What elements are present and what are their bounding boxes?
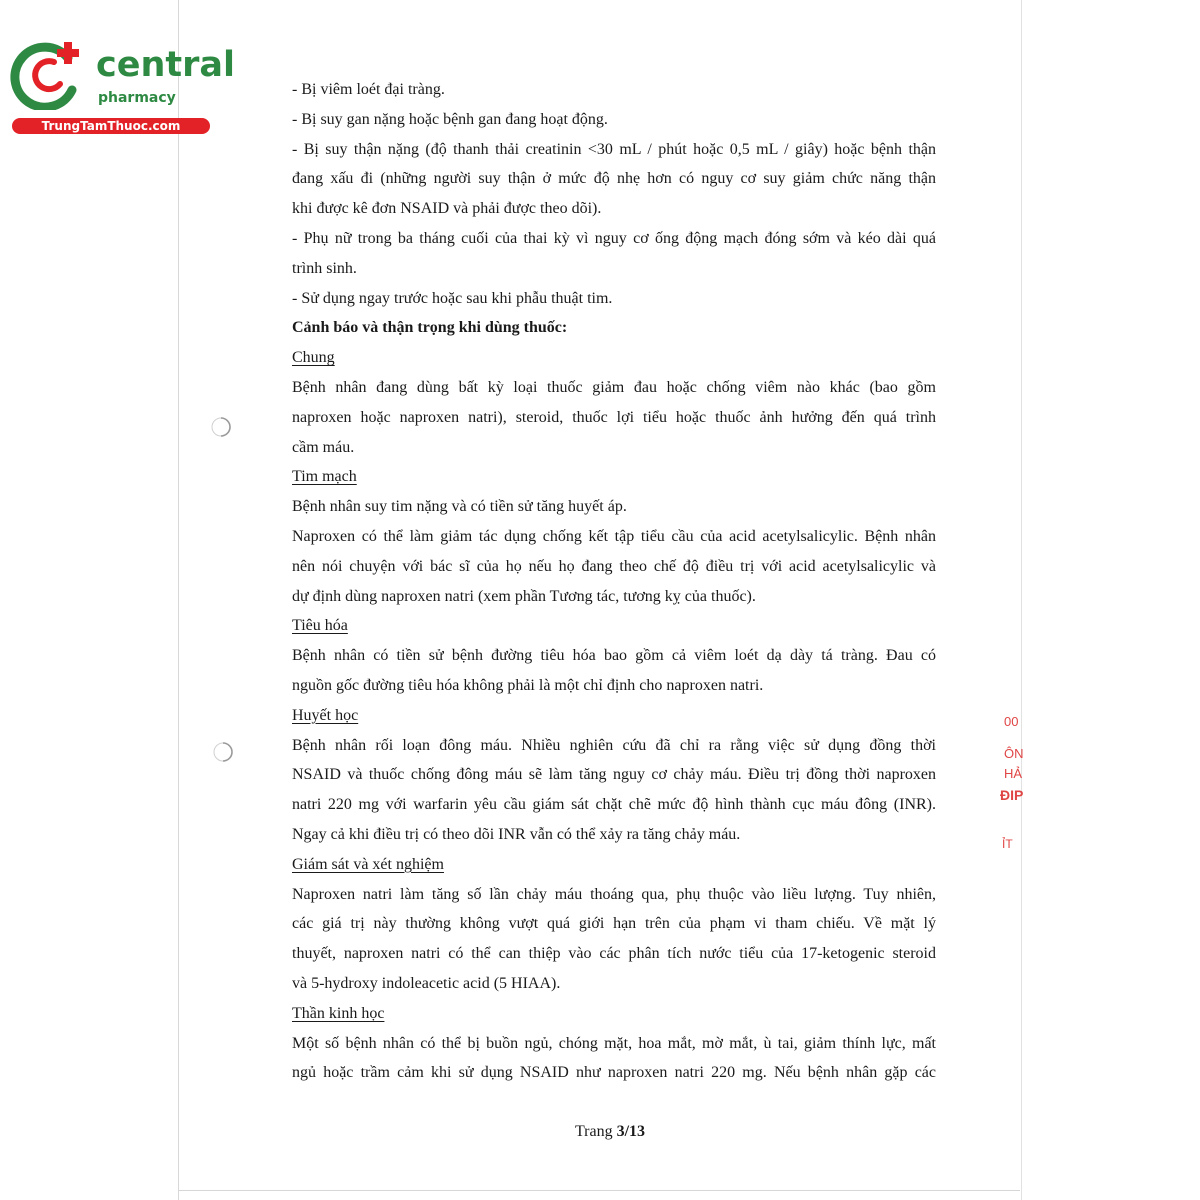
text-line: Bệnh nhân có tiền sử bệnh đường tiêu hóa bao gồm cả viêm loét dạ dày tá tràng. Đau có <box>292 647 936 665</box>
text-line: Một số bệnh nhân có thể bị buồn ngủ, chóng mặt, hoa mắt, mờ mắt, ù tai, giảm thính lực, mất <box>292 1034 936 1052</box>
subsection-heading: Giám sát và xét nghiệm <box>292 855 444 873</box>
text-line: các giá trị này thường không vượt quá giới hạn trên của phạm vi tham chiếu. Về mặt lý <box>292 915 936 933</box>
subsection-heading: Chung <box>292 349 335 367</box>
page-footer <box>0 1121 1200 1143</box>
text-line: Naproxen có thể làm giảm tác dụng chống kết tập tiểu cầu của acid acetylsalicylic. Bệnh nhân <box>292 527 936 545</box>
text-line: cầm máu. <box>292 438 355 456</box>
subsection-heading: Thần kinh học <box>292 1004 385 1022</box>
stamp-text-5: ỈT <box>1002 837 1013 851</box>
document-body <box>292 75 936 1088</box>
central-logo-mark-icon <box>10 38 90 110</box>
text-line: Bệnh nhân rối loạn đông máu. Nhiều nghiên cứu đã chỉ ra rằng việc sử dụng đồng thời <box>292 736 936 754</box>
text-line: Bệnh nhân đang dùng bất kỳ loại thuốc giảm đau hoặc chống viêm nào khác (bao gồm <box>292 378 936 396</box>
text-line: khi được kê đơn NSAID và phải được theo dõi). <box>292 200 602 218</box>
stamp-text-2: ÔN <box>1004 746 1024 761</box>
text-line: - Bị suy thận nặng (độ thanh thải creatinin <30 mL / phút hoặc 0,5 mL / giây) hoặc bệnh thận <box>292 140 936 158</box>
text-line: nên nói chuyện với bác sĩ của họ nếu họ đang theo chế độ điều trị với acid acetylsalicylic và <box>292 557 936 575</box>
stamp-text-4: ĐIP <box>1000 787 1024 803</box>
text-line: ngủ hoặc trầm cảm khi sử dụng NSAID như naproxen natri 220 mg. Nếu bệnh nhân gặp các <box>292 1064 936 1082</box>
red-stamp-edge <box>996 700 1026 860</box>
page-number: 3/13 <box>616 1123 646 1140</box>
central-pharmacy-logo <box>10 38 236 138</box>
logo-tagline: pharmacy <box>98 90 176 106</box>
text-line: Naproxen natri làm tăng số lần chảy máu thoáng qua, phụ thuộc vào liều lượng. Tuy nhiên, <box>292 885 936 903</box>
text-line: đang xấu đi (những người suy thận ở mức độ nhẹ hơn có nguy cơ suy giảm chức năng thận <box>292 170 936 188</box>
text-line: - Phụ nữ trong ba tháng cuối của thai kỳ vì nguy cơ ống động mạch đóng sớm và kéo dài quá <box>292 229 936 247</box>
text-line: - Bị viêm loét đại tràng. <box>292 81 445 98</box>
text-line: Ngay cả khi điều trị có theo dõi INR vẫn có thể xảy ra tăng chảy máu. <box>292 825 741 843</box>
text-line: nguồn gốc đường tiêu hóa không phải là một chỉ định cho naproxen natri. <box>292 676 764 694</box>
text-line: dự định dùng naproxen natri (xem phần Tương tác, tương kỵ của thuốc). <box>292 587 756 605</box>
text-line: Bệnh nhân suy tim nặng và có tiền sử tăng huyết áp. <box>292 498 627 516</box>
section-heading: Cảnh báo và thận trọng khi dùng thuốc: <box>292 319 568 337</box>
text-line: NSAID và thuốc chống đông máu sẽ làm tăng nguy cơ chảy máu. Điều trị đồng thời naproxen <box>292 766 936 784</box>
text-line: trình sinh. <box>292 259 357 277</box>
logo-banner: TrungTamThuoc.com <box>12 118 210 134</box>
text-line: thuyết, naproxen natri có thể can thiệp vào các phân tích nước tiểu của 17-ketogenic steroid <box>292 945 936 963</box>
page-label: Trang <box>574 1123 613 1140</box>
logo-name: central <box>96 45 236 85</box>
stamp-text-1: 00 <box>1004 714 1019 729</box>
subsection-heading: Tim mạch <box>292 468 357 486</box>
text-line: và 5-hydroxy indoleacetic acid (5 HIAA). <box>292 974 561 992</box>
text-line: - Sử dụng ngay trước hoặc sau khi phẫu thuật tim. <box>292 289 613 307</box>
text-line: naproxen hoặc naproxen natri), steroid, thuốc lợi tiểu hoặc thuốc ảnh hưởng đến quá trình <box>292 408 936 426</box>
punch-hole-top-icon <box>209 416 231 438</box>
subsection-heading: Huyết học <box>292 706 359 724</box>
page-bottom-edge <box>178 1190 1020 1191</box>
text-line: - Bị suy gan nặng hoặc bệnh gan đang hoạt động. <box>292 110 608 128</box>
punch-hole-bottom-icon <box>211 741 233 763</box>
stamp-text-3: HẢ <box>1004 766 1023 781</box>
text-line: natri 220 mg với warfarin yêu cầu giám sát chặt chẽ mức độ hình thành cục máu đông (INR). <box>292 796 936 814</box>
subsection-heading: Tiêu hóa <box>292 617 348 635</box>
